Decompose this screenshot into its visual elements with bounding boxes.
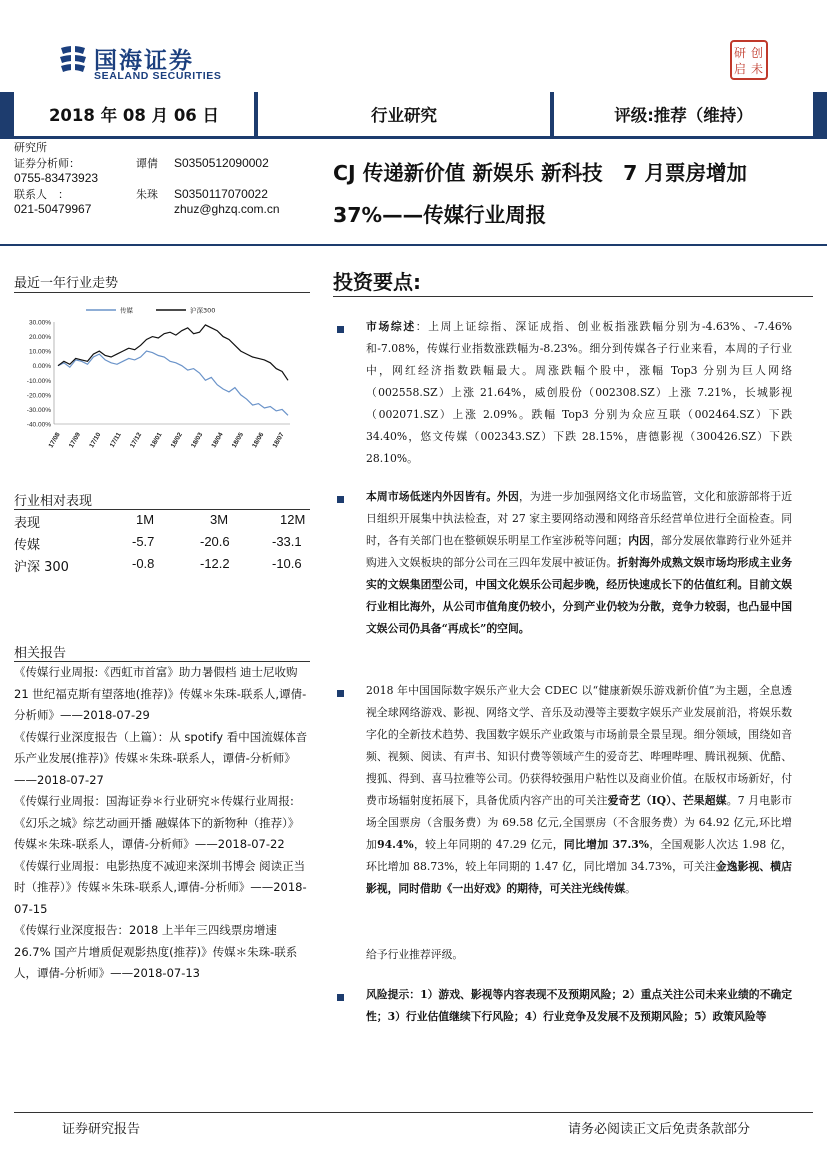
industry-event-paragraph	[366, 680, 792, 900]
event-bold-d: 金逸影视、横店影视，同时借助《一出好戏》的期待，可关注光线传媒	[366, 860, 792, 895]
analyst-info	[14, 140, 284, 218]
market-cause-paragraph	[366, 486, 792, 640]
title-line-1: CJ 传递新价值 新娱乐 新科技 7 月票房增加	[333, 161, 747, 185]
list-item[interactable]: 《传媒行业周报：国海证券＊行业研究＊传媒行业周报:《幻乐之城》综艺动画开播 融媒体下的新物种（推荐）》传媒＊朱珠-联系人，谭倩-分析师》——2018-07-22	[14, 794, 300, 851]
contact-name: 朱珠	[136, 187, 158, 201]
x-tick-label: 18/01	[149, 431, 164, 450]
related-reports-list	[14, 662, 310, 985]
perf-row-label: 沪深 300	[14, 560, 69, 575]
y-tick-label: -10.00%	[26, 377, 51, 385]
y-tick-label: -40.00%	[26, 421, 51, 429]
event-bold-c: 同比增加 37.3%	[563, 838, 650, 851]
x-tick-label: 17/08	[47, 431, 62, 450]
event-text-e: 。	[625, 882, 636, 895]
event-text-b: 。7 月电影市场全国票房（含服务费）为 69.58 亿元,全国票房（不含服务费）为 64.92 亿元,环比增加	[366, 794, 792, 851]
perf-row-label: 传媒	[14, 538, 41, 553]
perf-col-0: 表现	[14, 516, 41, 531]
institute-label: 研究所	[14, 141, 47, 154]
perf-cell: -33.1	[272, 534, 302, 549]
market-cause-bold: 本周市场低迷内外因皆有。外因	[366, 490, 519, 503]
contact-code: S0350117070022	[174, 186, 268, 201]
event-text-a: 2018 年中国国际数字娱乐产业大会 CDEC 以“健康新娱乐游戏新价值”为主题，全息透视全球网络游戏、影视、网络文学、音乐及动漫等主要数字娱乐产业发展前沿，将娱乐数字化的全新技术趋势、我国数字娱乐产业政策与市场前景全景呈现。细分领域，围绕如音频、视频、阅读、有声书、知识付费等领域产生的爱奇艺、哔哩哔哩、腾讯视频、优酷、搜狐、得到、喜马拉雅等公司。仍获得较强用户粘性以及商业价值。在版权市场新好，付费市场辐射度拓展下，具备优质内容产出的可关注	[366, 684, 792, 807]
table-row	[14, 532, 304, 554]
x-tick-label: 17/09	[67, 431, 83, 450]
rating-statement: 给予行业推荐评级。	[366, 948, 464, 961]
footer-right: 请务必阅读正文后免责条款部分	[568, 1122, 751, 1137]
event-bold-b: 94.4%	[377, 838, 414, 851]
svg-text:未: 未	[750, 62, 764, 76]
report-title	[333, 152, 803, 236]
analyst-name: 谭倩	[136, 156, 158, 170]
perf-header-row	[14, 510, 304, 532]
legend-label: 传媒	[120, 306, 133, 315]
related-heading: 相关报告	[14, 646, 67, 661]
header-divider	[0, 136, 827, 139]
x-tick-label: 17/11	[108, 431, 123, 449]
report-date: 2018 年 08 月 06 日	[14, 92, 254, 136]
perf-cell: -20.6	[200, 534, 230, 549]
brand-name-cn: 国海证券	[94, 48, 194, 74]
key-points-heading: 投资要点:	[333, 270, 421, 294]
inner-cause-text: ，部分发展依靠跨行业外延并购进入文娱板块的部分公司在三四年发展中被证伪。	[366, 534, 793, 569]
title-line-2: 37%——传媒行业周报	[333, 203, 547, 227]
y-tick-label: -30.00%	[26, 406, 51, 414]
perf-cell: -0.8	[132, 556, 155, 571]
brand-name-en: SEALAND SECURITIES	[94, 70, 222, 82]
bullet-icon	[337, 690, 344, 697]
market-summary-label: 市场综述	[366, 320, 416, 333]
y-tick-label: -20.00%	[26, 392, 51, 400]
market-summary-paragraph	[366, 316, 792, 470]
market-summary-text: ：上周上证综指、深证成指、创业板指涨跌幅分别为-4.63%、-7.46%和-7.08%，传媒行业指数涨跌幅为-8.23%。细分到传媒各子行业来看，本周的子行业中，网红经济指数跌幅最大。周涨跌幅个股中，涨幅 Top3 分别为巨人网络（002558.SZ）上涨 21.64%，威创股份（002308.SZ）上涨 7.21%，长城影视（002071.SZ）上涨 2.09%。跌幅 Top3 分别为众应互联（002464.SZ）下跌 34.40%，悠文传媒（002343.SZ）下跌 28.15%，唐德影视（300426.SZ）下跌 28.10%。	[366, 320, 792, 465]
header-bar	[0, 92, 827, 136]
footer-divider	[14, 1112, 813, 1113]
bullet-icon	[337, 496, 344, 503]
svg-text:研: 研	[733, 46, 747, 60]
logo-mark-icon	[58, 44, 88, 76]
trend-divider	[14, 292, 310, 293]
risk-text: ：1）游戏、影视等内容表现不及预期风险；2）重点关注公司未来业绩的不确定性；3）行业估值继续下行风险；4）行业竞争及发展不及预期风险；5）政策风险等	[366, 988, 792, 1023]
list-item[interactable]: 《传媒行业深度报告（上篇）：从 spotify 看中国流媒体音乐产业发展(推荐)》传媒＊朱珠-联系人，谭倩-分析师》——2018-07-27	[14, 729, 308, 787]
risk-label: 风险提示	[366, 988, 410, 1001]
conclusion-bold: 折射海外成熟文娱市场均形成主业务实的文娱集团型公司，中国文化娱乐公司起步晚，经历快速成长下的估值红利。目前文娱行业相比海外，从公司市值角度仍较小，分到产业仍较为分散，竞争力较弱，也凸显中国文娱公司仍具备“再成长”的空间。	[366, 556, 793, 635]
bullet-icon	[337, 326, 344, 333]
perf-cell: -5.7	[132, 534, 155, 549]
x-tick-label: 18/02	[169, 431, 184, 450]
key-points-divider	[333, 296, 813, 297]
risk-paragraph	[366, 984, 792, 1028]
x-tick-label: 18/07	[271, 431, 286, 450]
inner-cause-bold: 内因	[628, 534, 651, 547]
legend-label: 沪深300	[190, 306, 216, 315]
y-tick-label: 10.00%	[28, 348, 51, 356]
report-rating: 评级:推荐（维持）	[554, 92, 813, 136]
perf-col-1: 1M	[136, 512, 155, 527]
event-bold-a: 爱奇艺（IQ）、芒果超媒	[607, 794, 727, 807]
svg-text:创: 创	[750, 46, 764, 60]
footer-left: 证券研究报告	[62, 1122, 141, 1137]
market-cause-text: ，为进一步加强网络文化市场监管，文化和旅游部将于近日组织开展集中执法检查，对 27 家主要网络动漫和网络音乐经营单位进行全面检查。同时，各有关部门也在整顿娱乐明星工作室涉税等问题；	[366, 490, 792, 547]
event-text-d: ，全国观影人次达 1.98 亿，环比增加 88.73%，较上年同期的 1.47 亿，同比增加 34.73%，可关注	[366, 838, 792, 873]
contact-label: 联系人 ：	[14, 187, 69, 201]
series-line-media	[58, 351, 288, 415]
x-tick-label: 18/05	[230, 431, 246, 450]
perf-col-3: 12M	[280, 512, 306, 527]
y-tick-label: 20.00%	[28, 334, 51, 342]
x-tick-label: 17/10	[88, 431, 103, 450]
perf-heading: 行业相对表现	[14, 494, 93, 509]
contact-email[interactable]: zhuz@ghzq.com.cn	[174, 202, 280, 216]
y-tick-label: 0.00%	[32, 363, 51, 371]
analyst-label: 证券分析师：	[14, 156, 80, 170]
analyst-code: S0350512090002	[174, 155, 269, 170]
x-tick-label: 18/06	[251, 431, 266, 450]
table-row	[14, 554, 304, 576]
trend-chart	[14, 300, 304, 460]
perf-col-2: 3M	[210, 512, 229, 527]
analyst-phone: 0755-83473923	[14, 171, 99, 185]
bullet-icon	[337, 994, 344, 1001]
x-tick-label: 18/03	[190, 431, 205, 450]
list-item[interactable]: 《传媒行业周报：电影热度不减迎来深圳书博会 阅读正当时（推荐）》传媒＊朱珠-联系人,谭倩-分析师》——2018-07-15	[14, 858, 307, 916]
contact-phone: 021-50479967	[14, 202, 92, 216]
title-divider	[0, 244, 827, 246]
research-seal-icon	[730, 40, 768, 80]
perf-cell: -10.6	[272, 556, 302, 571]
trend-heading: 最近一年行业走势	[14, 276, 119, 291]
list-item[interactable]: 《传媒行业深度报告：2018 上半年三四线票房增速 26.7% 国产片增质促观影热度(推荐)》传媒＊朱珠-联系人，谭倩-分析师》——2018-07-13	[14, 923, 298, 980]
perf-table	[14, 510, 304, 576]
y-tick-label: 30.00%	[28, 319, 51, 327]
x-tick-label: 18/04	[210, 431, 225, 450]
svg-text:启: 启	[733, 62, 747, 76]
perf-cell: -12.2	[200, 556, 230, 571]
event-text-c: ，较上年同期的 47.29 亿元，	[413, 838, 564, 851]
list-item[interactable]: 《传媒行业周报:《西虹市首富》助力暑假档 迪士尼收购 21 世纪福克斯有望落地(推荐)》传媒＊朱珠-联系人,谭倩-分析师》——2018-07-29	[14, 665, 307, 722]
series-line-hs300	[58, 325, 288, 380]
x-tick-label: 17/12	[128, 431, 144, 450]
report-type: 行业研究	[258, 92, 550, 136]
